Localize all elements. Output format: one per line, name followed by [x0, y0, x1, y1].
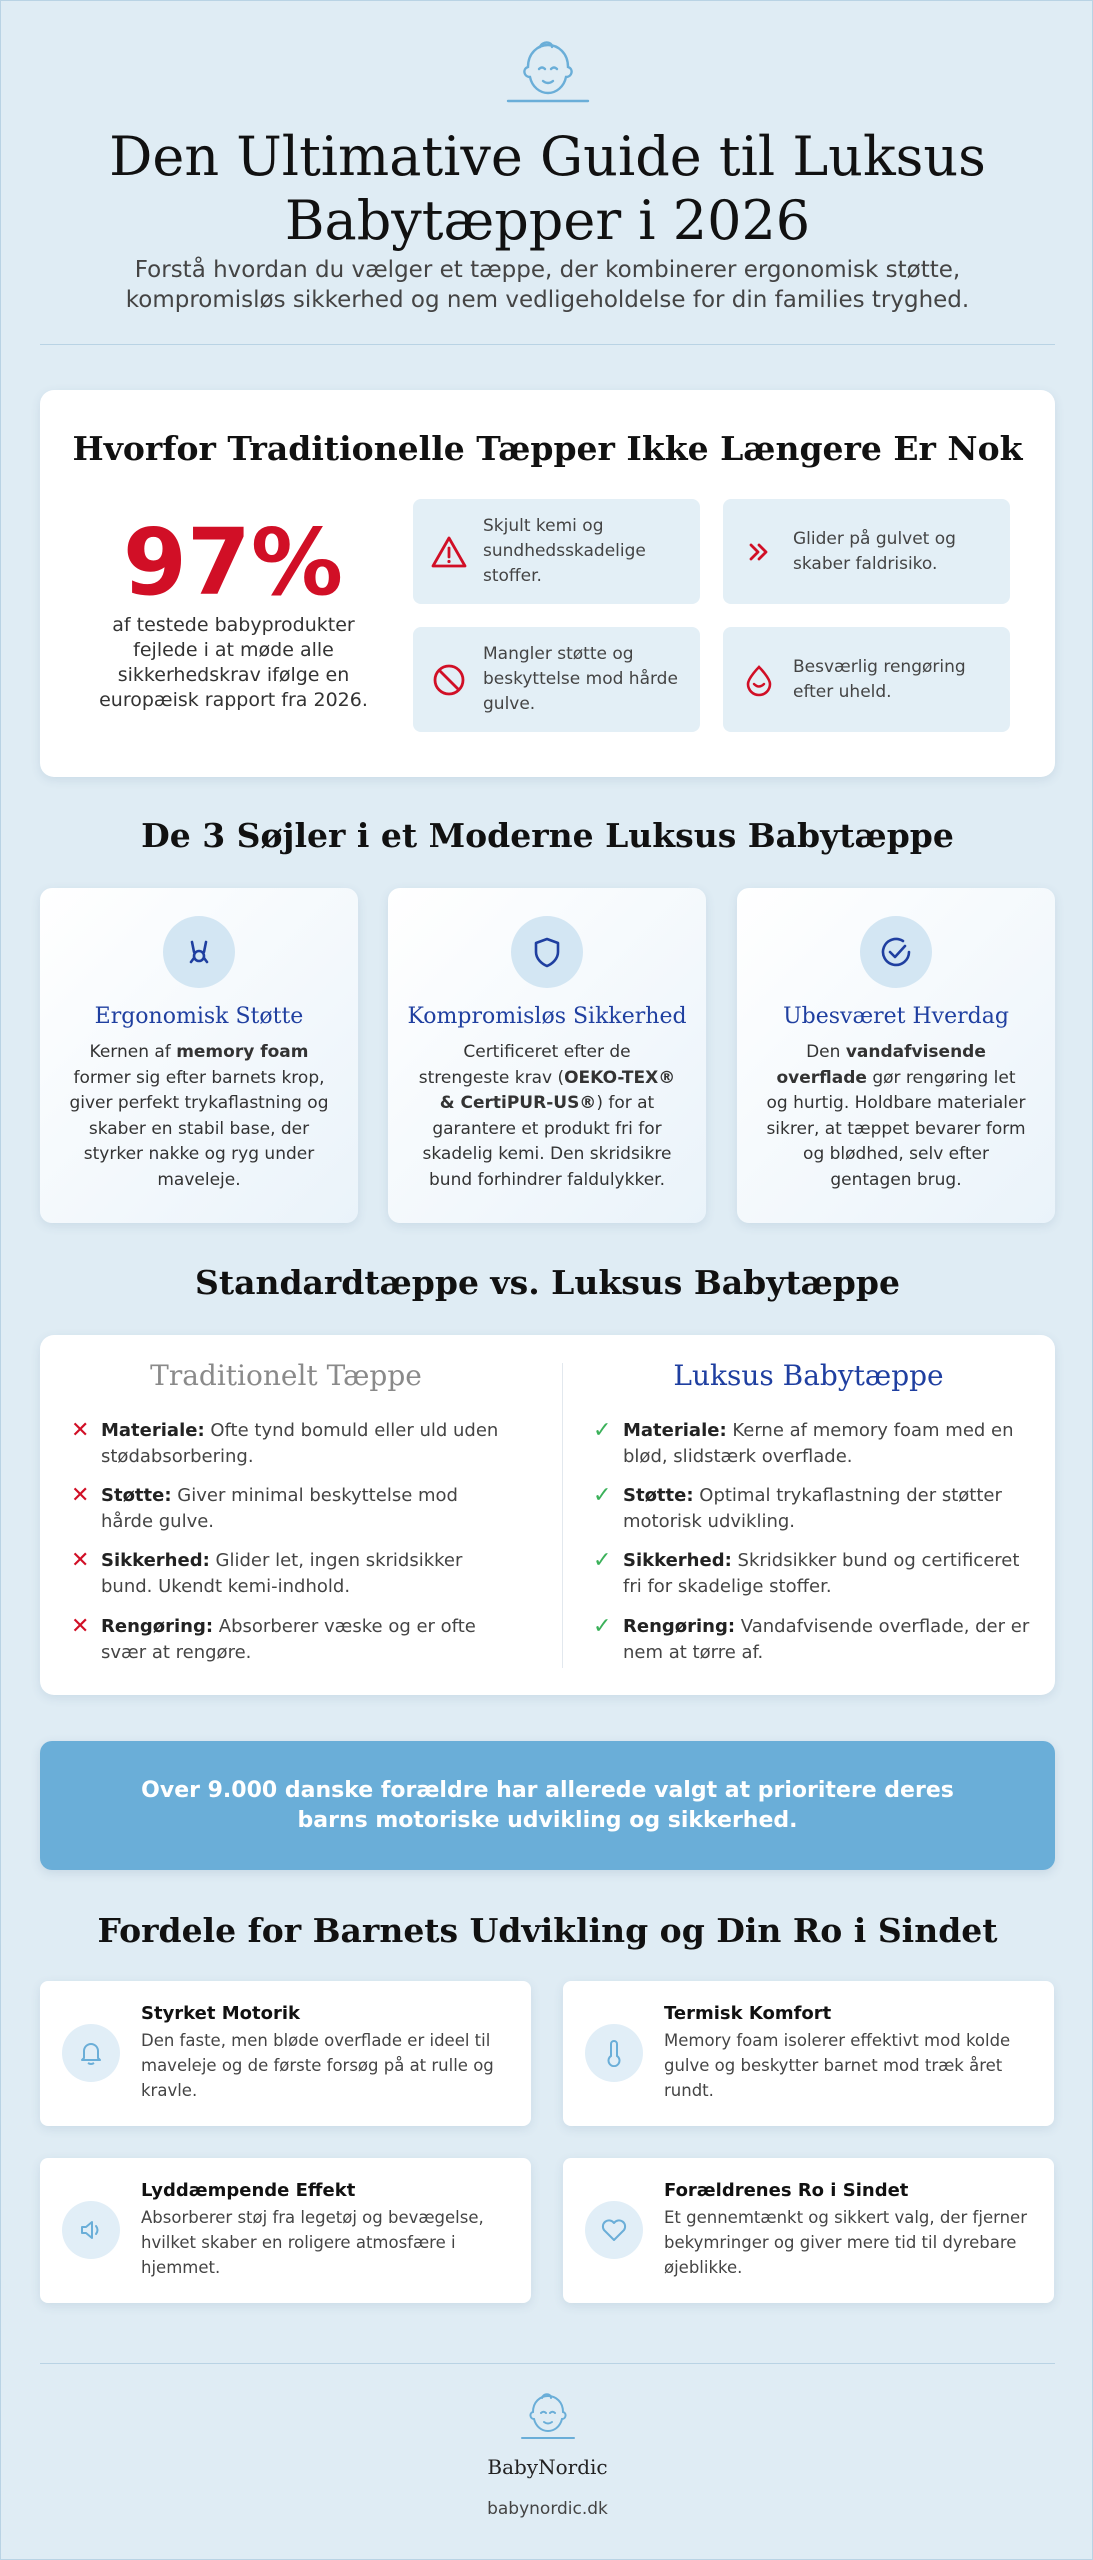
pillar-text: Den vandafvisende overflade gør rengøring let og hurtig. Holdbare materialer sikrer, at tæppet bevarer form og blødhed, selv efter gentagen brug. [766, 1042, 1026, 1190]
page-title-line-1: Den Ultimative Guide til Luksus [109, 125, 986, 188]
benefits-title: Fordele for Barnets Udvikling og Din Ro i Sindet [97, 1911, 998, 1950]
problem-title: Hvorfor Traditionelle Tæpper Ikke Længere Er Nok [72, 429, 1023, 468]
baby-icon [163, 916, 235, 988]
issue-text: Mangler støtte og beskyttelse mod hårde gulve. [483, 644, 678, 714]
traditional-column-title: Traditionelt Tæppe [150, 1359, 422, 1392]
luxury-item: ✓ Sikkerhed: Skridsikker bund og certificeret fri for skadelige stoffer. [593, 1548, 1033, 1600]
benefit-title: Lyddæmpende Effekt [141, 2180, 356, 2201]
benefit-title: Forældrenes Ro i Sindet [664, 2180, 909, 2201]
cross-icon: ✕ [71, 1483, 90, 1508]
benefit-text: Et gennemtænkt og sikkert valg, der fjerner bekymringer og giver mere tid til dyrebare øjeblikke. [664, 2208, 1027, 2277]
shield-icon [511, 916, 583, 988]
issue-text: Besværlig rengøring efter uheld. [793, 656, 966, 702]
traditional-item: ✕ Sikkerhed: Glider let, ingen skridsikker bund. Ukendt kemi-indhold. [71, 1548, 511, 1600]
cross-icon: ✕ [71, 1614, 90, 1639]
pillars-title: De 3 Søjler i et Moderne Luksus Babytæppe [141, 816, 954, 855]
pillar-card [388, 888, 706, 1223]
footer-divider [40, 2363, 1055, 2364]
benefit-title: Styrket Motorik [141, 2003, 301, 2024]
divider [40, 344, 1055, 345]
page-title-line-2: Babytæpper i 2026 [284, 189, 811, 252]
warning-triangle-icon [429, 532, 469, 572]
benefit-text: Memory foam isolerer effektivt mod kolde gulve og beskytter barnet mod træk året rundt. [664, 2031, 1011, 2100]
traditional-item: ✕ Støtte: Giver minimal beskyttelse mod hårde gulve. [71, 1483, 511, 1535]
benefit-title: Termisk Komfort [664, 2003, 832, 2024]
benefit-card [563, 2158, 1054, 2303]
footer-brand: BabyNordic [487, 2455, 608, 2479]
issue-text: Skjult kemi og sundhedsskadelige stoffer. [483, 516, 646, 586]
cross-icon: ✕ [71, 1418, 90, 1443]
social-proof-banner: Over 9.000 danske forældre har allerede valgt at prioritere deres barns motoriske udvikling og sikkerhed. [40, 1741, 1055, 1870]
luxury-column-title: Luksus Babytæppe [673, 1359, 944, 1392]
stat-value: 97% [122, 509, 344, 616]
traditional-item: ✕ Rengøring: Absorberer væske og er ofte svær at rengøre. [71, 1614, 511, 1666]
benefit-text: Den faste, men bløde overflade er ideel til maveleje og de første forsøg på at rulle og kravle. [141, 2031, 494, 2100]
checkmark-icon: ✓ [593, 1614, 612, 1639]
baby-face-logo-icon [518, 2391, 578, 2441]
page-subtitle [81, 255, 1014, 315]
issue-item [723, 627, 1010, 732]
issue-item [723, 499, 1010, 604]
issue-text: Glider på gulvet og skaber faldrisiko. [793, 528, 956, 574]
traditional-item: ✕ Materiale: Ofte tynd bomuld eller uld uden stødabsorbering. [71, 1418, 511, 1470]
checkmark-icon: ✓ [593, 1483, 612, 1508]
issue-item [413, 499, 700, 604]
thermometer-icon [585, 2024, 643, 2082]
check-circle-icon [860, 916, 932, 988]
page-title [61, 125, 1034, 253]
luxury-item: ✓ Rengøring: Vandafvisende overflade, der er nem at tørre af. [593, 1614, 1033, 1666]
checkmark-icon: ✓ [593, 1418, 612, 1443]
page-subtitle-line-2: kompromisløs sikkerhed og nem vedligeholdelse for din families tryghed. [125, 287, 970, 313]
footer-url[interactable]: babynordic.dk [487, 2499, 608, 2519]
baby-face-logo-icon [506, 37, 590, 105]
bell-icon [62, 2024, 120, 2082]
pillar-text: Certificeret efter de strengeste krav (OEKO-TEX® & CertiPUR-US®) for at garantere et produkt fri for skadelig kemi. Den skridsikre bund forhindrer faldulykker. [418, 1042, 676, 1190]
droplet-icon [739, 660, 779, 700]
pillar-title: Ergonomisk Støtte [94, 1004, 304, 1029]
pillar-card [737, 888, 1055, 1223]
prohibited-icon [429, 660, 469, 700]
pillar-title: Ubesværet Hverdag [783, 1004, 1009, 1029]
pillar-card [40, 888, 358, 1223]
benefit-text: Absorberer støj fra legetøj og bevægelse, hvilket skaber en roligere atmosfære i hjemmet. [141, 2208, 484, 2277]
heart-icon [585, 2201, 643, 2259]
luxury-item: ✓ Materiale: Kerne af memory foam med en blød, slidstærk overflade. [593, 1418, 1033, 1470]
speaker-icon [62, 2201, 120, 2259]
benefit-card [563, 1981, 1054, 2126]
benefit-card [40, 2158, 531, 2303]
luxury-item: ✓ Støtte: Optimal trykaflastning der støtter motorisk udvikling. [593, 1483, 1033, 1535]
issue-item [413, 627, 700, 732]
stat-text: af testede babyprodukter fejlede i at møde alle sikkerhedskrav ifølge en europæisk rapport fra 2026. [99, 614, 368, 711]
pillar-text: Kernen af memory foam former sig efter barnets krop, giver perfekt trykaflastning og skaber en stabil base, der styrker nakke og ryg under maveleje. [69, 1042, 329, 1190]
benefit-card [40, 1981, 531, 2126]
page-subtitle-line-1: Forstå hvordan du vælger et tæppe, der kombinerer ergonomisk støtte, [134, 257, 961, 283]
checkmark-icon: ✓ [593, 1548, 612, 1573]
double-chevron-right-icon [739, 532, 779, 572]
comparison-divider [562, 1363, 563, 1668]
comparison-title: Standardtæppe vs. Luksus Babytæppe [195, 1263, 900, 1302]
pillar-title: Kompromisløs Sikkerhed [407, 1004, 687, 1029]
cross-icon: ✕ [71, 1548, 90, 1573]
